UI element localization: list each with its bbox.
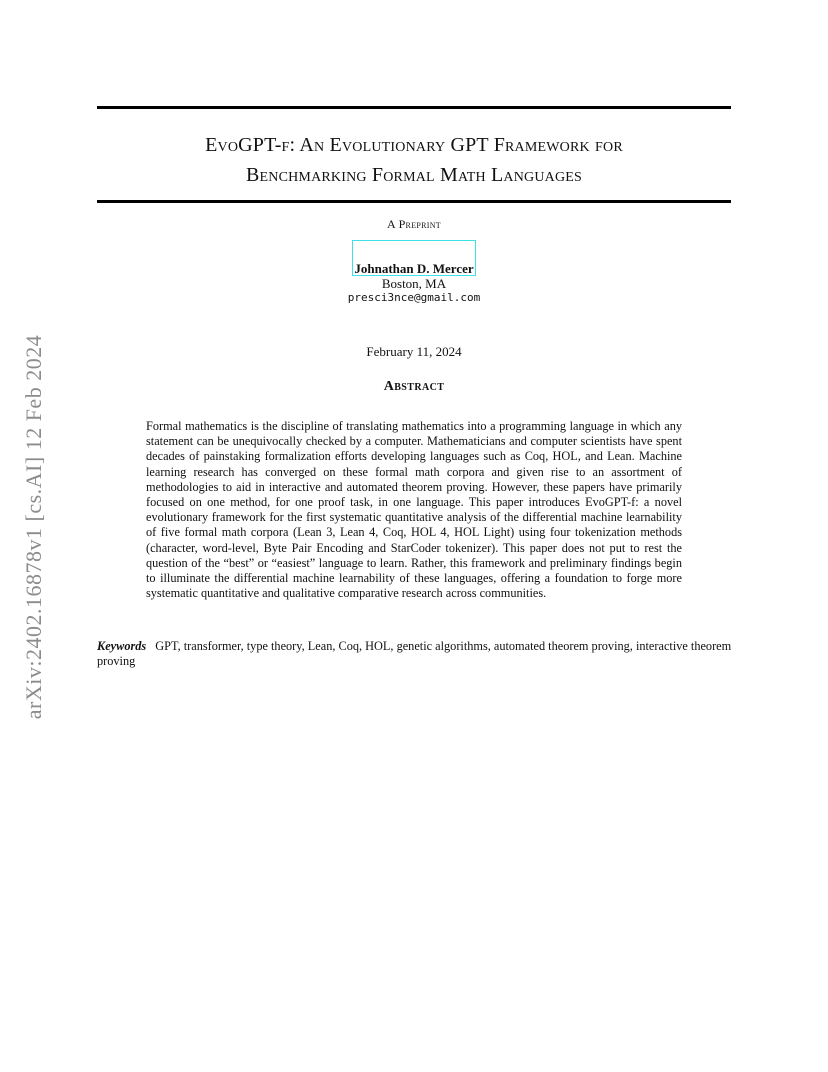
keywords-label: Keywords — [97, 639, 147, 653]
keywords-section — [97, 639, 733, 669]
author-name: Johnathan D. Mercer — [354, 261, 474, 276]
abstract-heading: Abstract — [383, 379, 445, 394]
paper-title-line-1: EvoGPT-f: An Evolutionary GPT Framework for — [205, 134, 623, 156]
title-top-rule — [97, 106, 731, 109]
author-affiliation: Boston, MA — [381, 276, 447, 291]
keywords-text: GPT, transformer, type theory, Lean, Coq, HOL, genetic algorithms, automated theorem proving, interactive theorem proving — [97, 639, 732, 669]
title-bottom-rule — [97, 200, 731, 203]
arxiv-identifier-stamp: arXiv:2402.16878v1 [cs.AI] 12 Feb 2024 — [21, 334, 46, 720]
publication-date: February 11, 2024 — [366, 344, 462, 359]
author-email: presci3nce@gmail.com — [347, 291, 481, 304]
abstract-text: Formal mathematics is the discipline of translating mathematics into a programming language in which any statement can be unequivocally checked by a computer. Mathematicians and computer scientists have spent decades of painstaking formalization efforts developing languages such as Coq, HOL, and Lean. Machine learning research has converged on these formal math corpora and given rise to an assortment of methodologies to aid in interactive and automated theorem proving. However, these papers have primarily focused on one method, for one proof task, in one language. This paper introduces EvoGPT-f: a novel evolutionary framework for the first systematic quantitative analysis of the differential machine learnability of five formal math corpora (Lean 3, Lean 4, Coq, HOL 4, HOL Light) using four tokenization methods (character, word-level, Byte Pair Encoding and StarCoder tokenizer). This paper does not put to rest the question of the “best” or “easiest” language to learn. Rather, this framework and preliminary findings begin to illuminate the differential machine learnability of these languages, offering a foundation to forge more systematic quantitative and qualitative comparative research across communities. — [146, 419, 682, 601]
paper-title — [97, 130, 731, 190]
paper-title-line-2: Benchmarking Formal Math Languages — [245, 164, 583, 186]
preprint-label: A Preprint — [386, 217, 441, 231]
